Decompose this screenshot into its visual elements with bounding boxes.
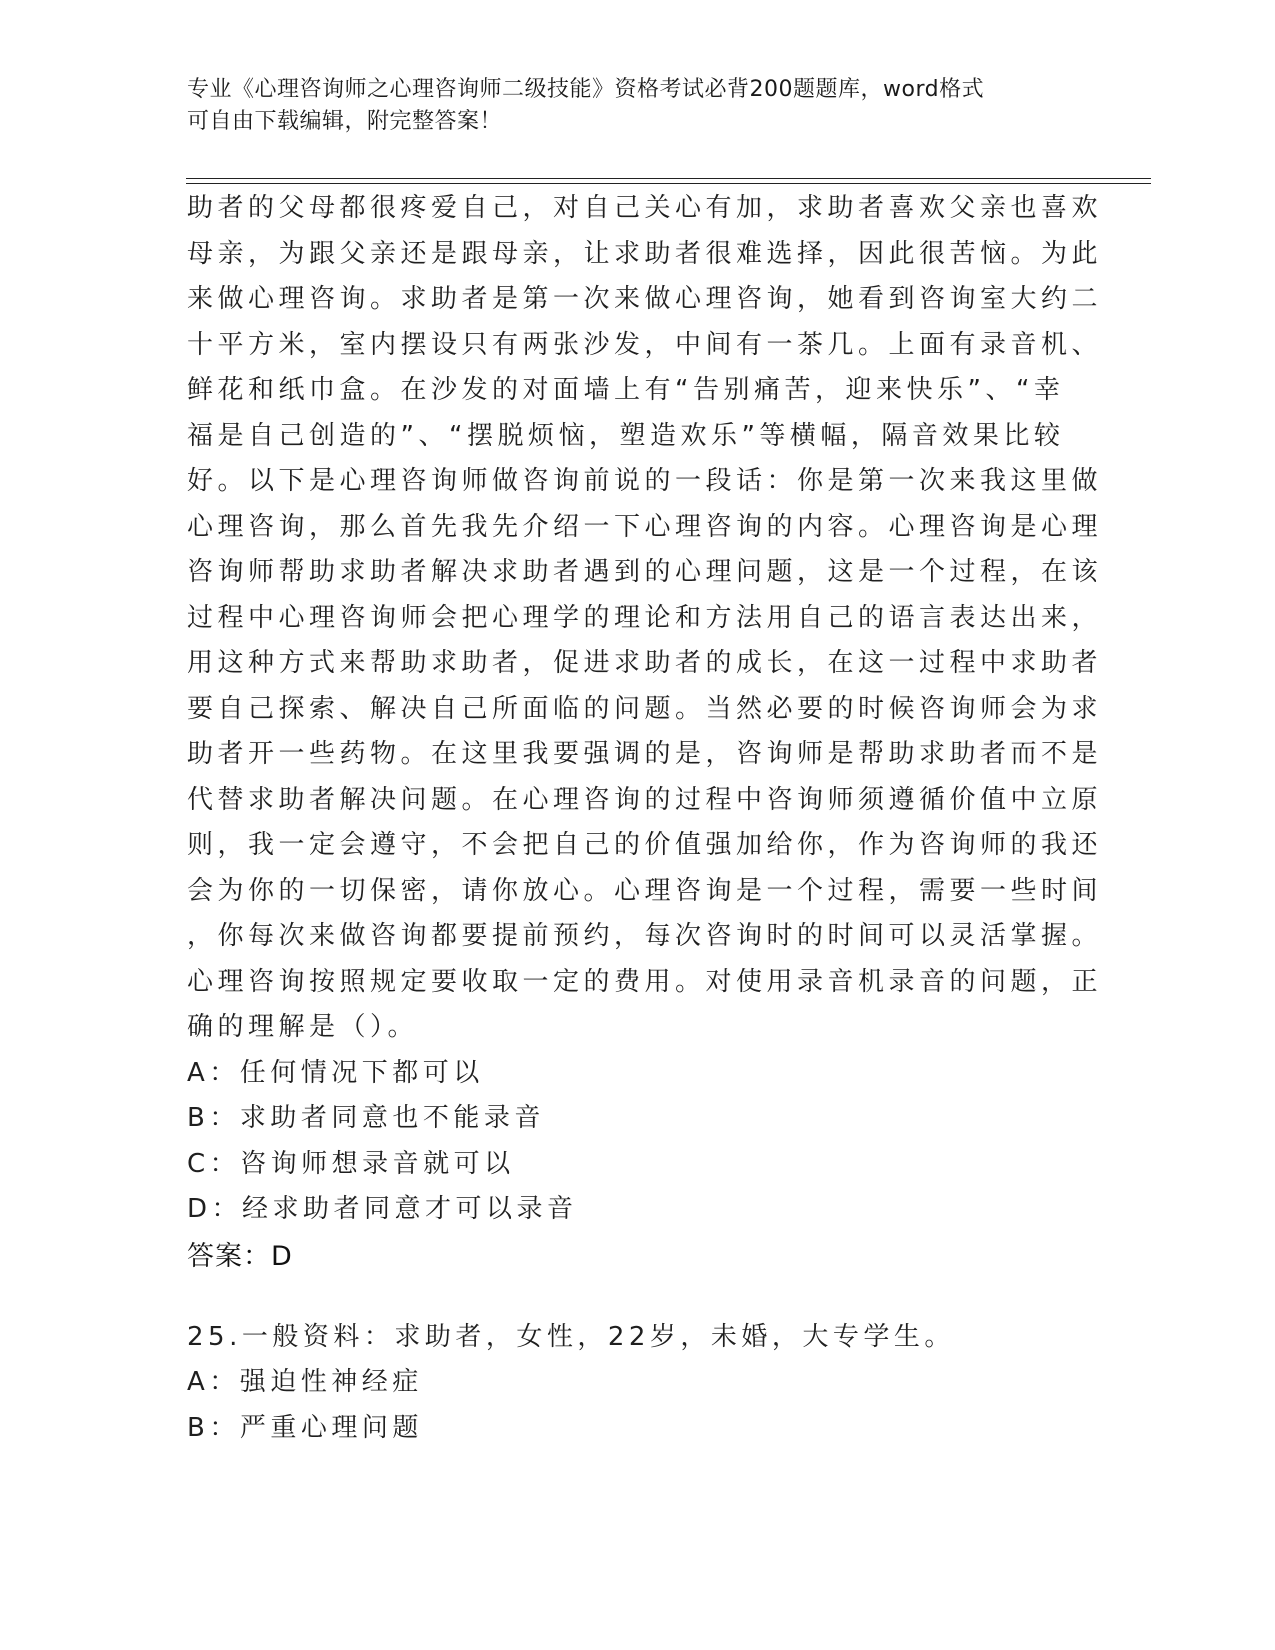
question-stem-line: 会为你的一切保密，请你放心。心理咨询是一个过程，需要一些时间	[187, 875, 1103, 906]
question-stem-line: 咨询师帮助求助者解决求助者遇到的心理问题，这是一个过程，在该	[187, 557, 1103, 587]
option-a: A：强迫性神经症	[187, 1367, 423, 1397]
question-stem-line: 十平方米，室内摆设只有两张沙发，中间有一茶几。上面有录音机、	[187, 329, 1103, 360]
question-stem-line: 助者的父母都很疼爱自己，对自己关心有加，求助者喜欢父亲也喜欢	[187, 193, 1103, 223]
question-stem-line: 助者开一些药物。在这里我要强调的是，咨询师是帮助求助者而不是	[187, 739, 1103, 769]
question-stem-line: 心理咨询，那么首先我先介绍一下心理咨询的内容。心理咨询是心理	[187, 511, 1103, 542]
option-a: A：任何情况下都可以	[187, 1057, 484, 1088]
question-stem-line: 代替求助者解决问题。在心理咨询的过程中咨询师须遵循价值中立原	[187, 784, 1103, 815]
question-stem-line: ，你每次来做咨询都要提前预约，每次咨询时的时间可以灵活掌握。	[187, 921, 1103, 951]
question-stem-line: 福是自己创造的”、“摆脱烦恼，塑造欢乐”等横幅，隔音效果比较	[187, 420, 1065, 451]
question-stem-line: 25.一般资料：求助者，女性，22岁，未婚，大专学生。	[187, 1321, 955, 1352]
question-stem-line: 要自己探索、解决自己所面临的问题。当然必要的时候咨询师会为求	[187, 693, 1103, 724]
document-body	[187, 186, 1103, 1451]
header-divider	[186, 178, 1151, 184]
answer-label: 答案：D	[187, 1240, 293, 1272]
option-b: B：严重心理问题	[187, 1412, 423, 1443]
option-d: D：经求助者同意才可以录音	[187, 1194, 578, 1224]
question-25	[187, 1315, 1067, 1452]
option-c: C：咨询师想录音就可以	[187, 1148, 515, 1179]
question-stem-line: 确的理解是（）。	[187, 1012, 419, 1042]
header-title-line-1: 专业《心理咨询师之心理咨询师二级技能》资格考试必背200题题库，word格式	[187, 77, 985, 102]
question-stem-line: 则，我一定会遵守，不会把自己的价值强加给你，作为咨询师的我还	[187, 830, 1103, 860]
question-stem-line: 过程中心理咨询师会把心理学的理论和方法用自己的语言表达出来，	[187, 602, 1103, 633]
question-stem-line: 母亲，为跟父亲还是跟母亲，让求助者很难选择，因此很苦恼。为此	[187, 238, 1103, 269]
question-gap	[187, 1281, 1067, 1315]
document-header	[187, 74, 1067, 138]
question-stem-line: 好。以下是心理咨询师做咨询前说的一段话：你是第一次来我这里做	[187, 466, 1103, 496]
question-24	[187, 186, 1103, 1281]
question-stem-line: 来做心理咨询。求助者是第一次来做心理咨询，她看到咨询室大约二	[187, 284, 1103, 314]
header-title-line-2: 可自由下载编辑，附完整答案！	[187, 109, 503, 134]
question-stem-line: 心理咨询按照规定要收取一定的费用。对使用录音机录音的问题，正	[187, 966, 1103, 997]
option-b: B：求助者同意也不能录音	[187, 1103, 545, 1133]
question-stem-line: 用这种方式来帮助求助者，促进求助者的成长，在这一过程中求助者	[187, 648, 1103, 678]
question-stem-line: 鲜花和纸巾盒。在沙发的对面墙上有“告别痛苦，迎来快乐”、“幸	[187, 375, 1065, 405]
